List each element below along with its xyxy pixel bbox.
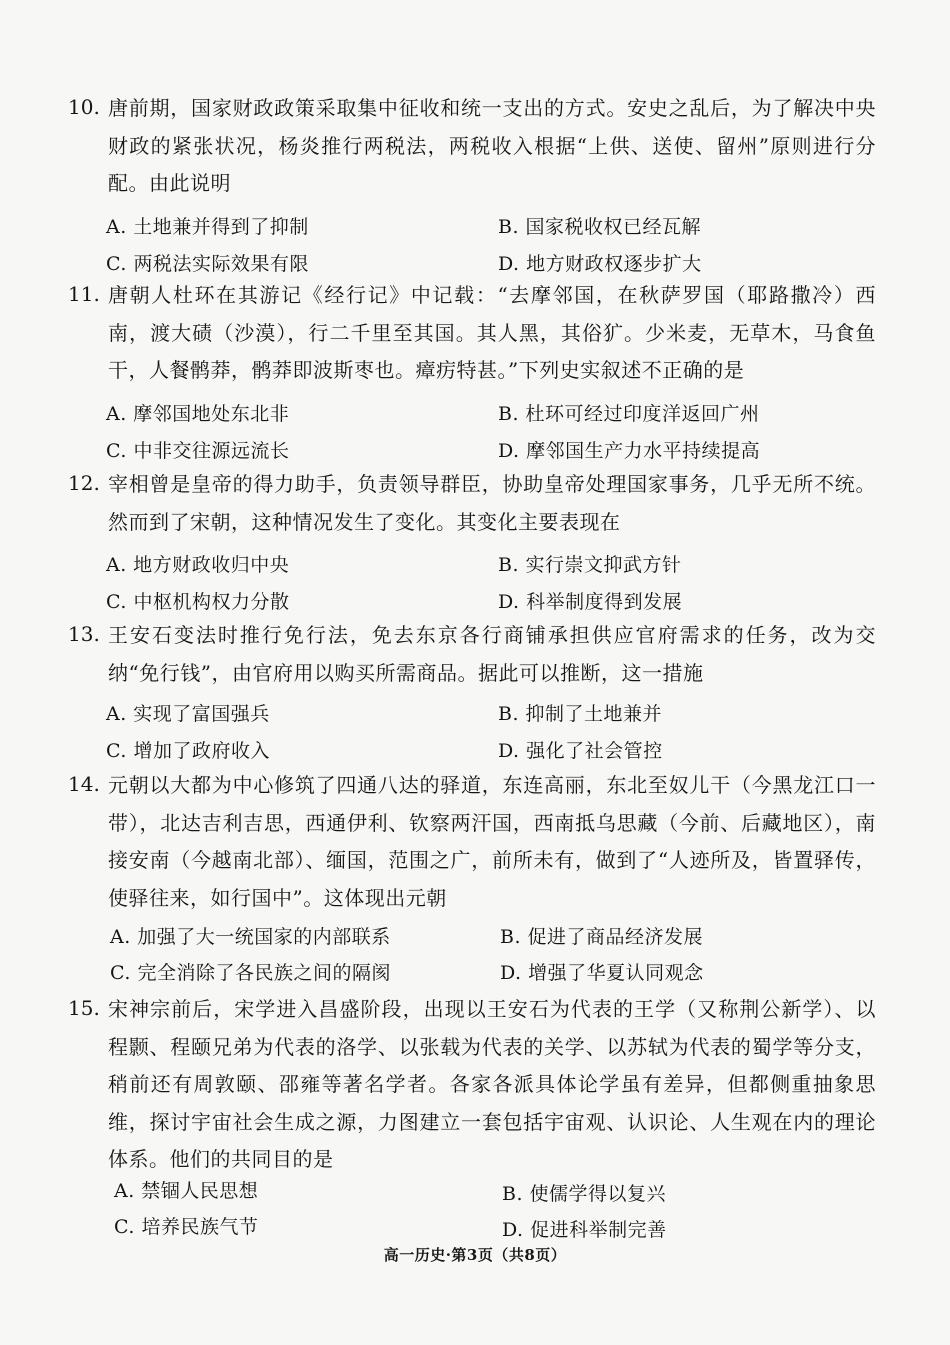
option-d[interactable]: D. 促进科举制完善 bbox=[502, 1219, 667, 1241]
option-c[interactable]: C. 中枢机构权力分散 bbox=[106, 591, 290, 613]
option-a[interactable]: A. 加强了大一统国家的内部联系 bbox=[110, 926, 391, 948]
option-a[interactable]: A. 禁锢人民思想 bbox=[114, 1180, 259, 1202]
question-text: 宋神宗前后，宋学进入昌盛阶段，出现以王安石为代表的王学（又称荆公新学）、以程颢、程颐兄弟为代表的洛学、以张载为代表的关学、以苏轼为代表的蜀学等分支，稍前还有周敦颐、邵雍等著名学者。各家各派具体论学虽有差异，但都侧重抽象思维，探讨宇宙社会生成之源，力图建立一套包括宇宙观、认识论、人生观在内的理论体系。他们的共同目的是 bbox=[108, 997, 876, 1171]
option-d[interactable]: D. 地方财政权逐步扩大 bbox=[498, 253, 702, 275]
question-10 bbox=[68, 90, 876, 275]
question-number: 15. bbox=[68, 996, 100, 1020]
option-c[interactable]: C. 增加了政府收入 bbox=[106, 740, 270, 762]
option-d[interactable]: D. 摩邻国生产力水平持续提高 bbox=[498, 440, 761, 462]
question-12 bbox=[68, 466, 876, 613]
question-13 bbox=[68, 617, 876, 762]
question-number: 10. bbox=[68, 95, 100, 119]
option-d[interactable]: D. 强化了社会管控 bbox=[498, 740, 663, 762]
option-c[interactable]: C. 完全消除了各民族之间的隔阂 bbox=[110, 962, 391, 984]
option-d[interactable]: D. 科举制度得到发展 bbox=[498, 591, 683, 613]
question-number: 13. bbox=[68, 622, 100, 646]
option-c[interactable]: C. 培养民族气节 bbox=[114, 1216, 259, 1238]
option-b[interactable]: B. 杜环可经过印度洋返回广州 bbox=[498, 403, 760, 425]
option-c[interactable]: C. 两税法实际效果有限 bbox=[106, 253, 309, 275]
option-b[interactable]: B. 使儒学得以复兴 bbox=[502, 1183, 667, 1205]
option-d[interactable]: D. 增强了华夏认同观念 bbox=[500, 962, 704, 984]
option-b[interactable]: B. 抑制了土地兼并 bbox=[498, 703, 663, 725]
question-text: 唐前期，国家财政政策采取集中征收和统一支出的方式。安史之乱后，为了解决中央财政的紧张状况，杨炎推行两税法，两税收入根据“上供、送使、留州”原则进行分配。由此说明 bbox=[108, 96, 876, 195]
option-a[interactable]: A. 实现了富国强兵 bbox=[106, 703, 270, 725]
question-number: 11. bbox=[68, 282, 100, 306]
option-a[interactable]: A. 地方财政收归中央 bbox=[106, 554, 290, 576]
option-b[interactable]: B. 促进了商品经济发展 bbox=[500, 926, 704, 948]
question-14 bbox=[68, 767, 876, 984]
option-a[interactable]: A. 摩邻国地处东北非 bbox=[106, 403, 290, 425]
question-15 bbox=[68, 991, 876, 1241]
question-number: 14. bbox=[68, 772, 100, 796]
question-text: 唐朝人杜环在其游记《经行记》中记载：“去摩邻国，在秋萨罗国（耶路撒冷）西南，渡大碛（沙漠），行二千里至其国。其人黑，其俗犷。少米麦，无草木，马食鱼干，人餐鹘莽，鹘莽即波斯枣也。瘴疠特甚。”下列史实叙述不正确的是 bbox=[108, 283, 876, 382]
option-b[interactable]: B. 国家税收权已经瓦解 bbox=[498, 216, 702, 238]
question-text: 王安石变法时推行免行法，免去东京各行商铺承担供应官府需求的任务，改为交纳“免行钱”，由官府用以购买所需商品。据此可以推断，这一措施 bbox=[108, 623, 876, 685]
question-text: 元朝以大都为中心修筑了四通八达的驿道，东连高丽，东北至奴儿干（今黑龙江口一带），北达吉利吉思，西通伊利、钦察两汗国，西南抵乌思藏（今前、后藏地区），南接安南（今越南北部）、缅国，范围之广，前所未有，做到了“人迹所及，皆置驿传，使驿往来，如行国中”。这体现出元朝 bbox=[108, 773, 876, 910]
option-c[interactable]: C. 中非交往源远流长 bbox=[106, 440, 290, 462]
option-b[interactable]: B. 实行崇文抑武方针 bbox=[498, 554, 682, 576]
page-footer: 高一历史·第3页（共8页） bbox=[383, 1246, 567, 1264]
question-text: 宰相曾是皇帝的得力助手，负责领导群臣，协助皇帝处理国家事务，几乎无所不统。然而到了宋朝，这种情况发生了变化。其变化主要表现在 bbox=[108, 472, 876, 534]
option-a[interactable]: A. 土地兼并得到了抑制 bbox=[106, 216, 309, 238]
question-number: 12. bbox=[68, 471, 100, 495]
question-11 bbox=[68, 277, 876, 462]
